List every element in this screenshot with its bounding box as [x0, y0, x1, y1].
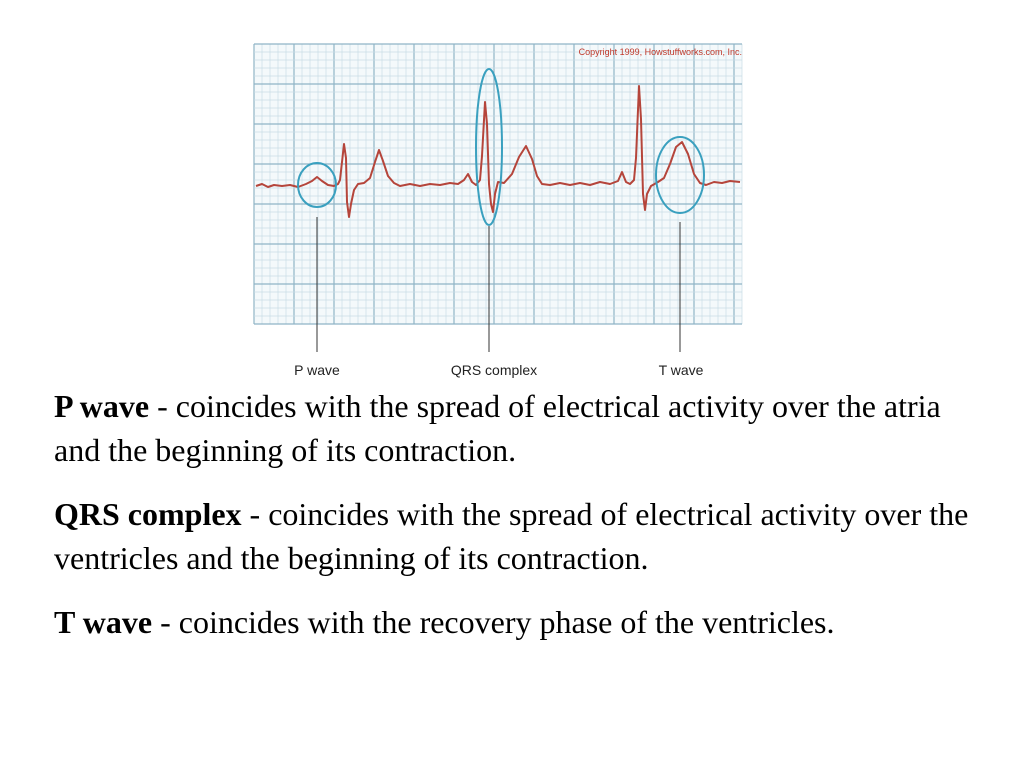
definitions-list	[54, 384, 984, 664]
t-wave-label: T wave	[658, 362, 704, 378]
qrs-complex-term: QRS complex	[54, 496, 242, 532]
t-wave-term: T wave	[54, 604, 153, 640]
p-wave-label: P wave	[294, 362, 340, 378]
qrs-complex-description: - coincides with the spread of electrical activity over the ventricles and the beginning of its contraction.	[54, 496, 969, 576]
p-wave-description: - coincides with the spread of electrical activity over the atria and the beginning of its contraction.	[54, 388, 941, 468]
qrs-complex-label: QRS complex	[450, 362, 538, 378]
ecg-diagram	[254, 44, 746, 384]
p-wave-term: P wave	[54, 388, 150, 424]
t-wave-description: - coincides with the recovery phase of the ventricles.	[152, 604, 835, 640]
qrs-complex-definition	[54, 492, 984, 580]
t-wave-definition	[54, 600, 984, 644]
ecg-chart	[254, 44, 746, 384]
copyright-notice: Copyright 1999, Howstuffworks.com, Inc.	[578, 47, 742, 57]
p-wave-definition	[54, 384, 984, 472]
